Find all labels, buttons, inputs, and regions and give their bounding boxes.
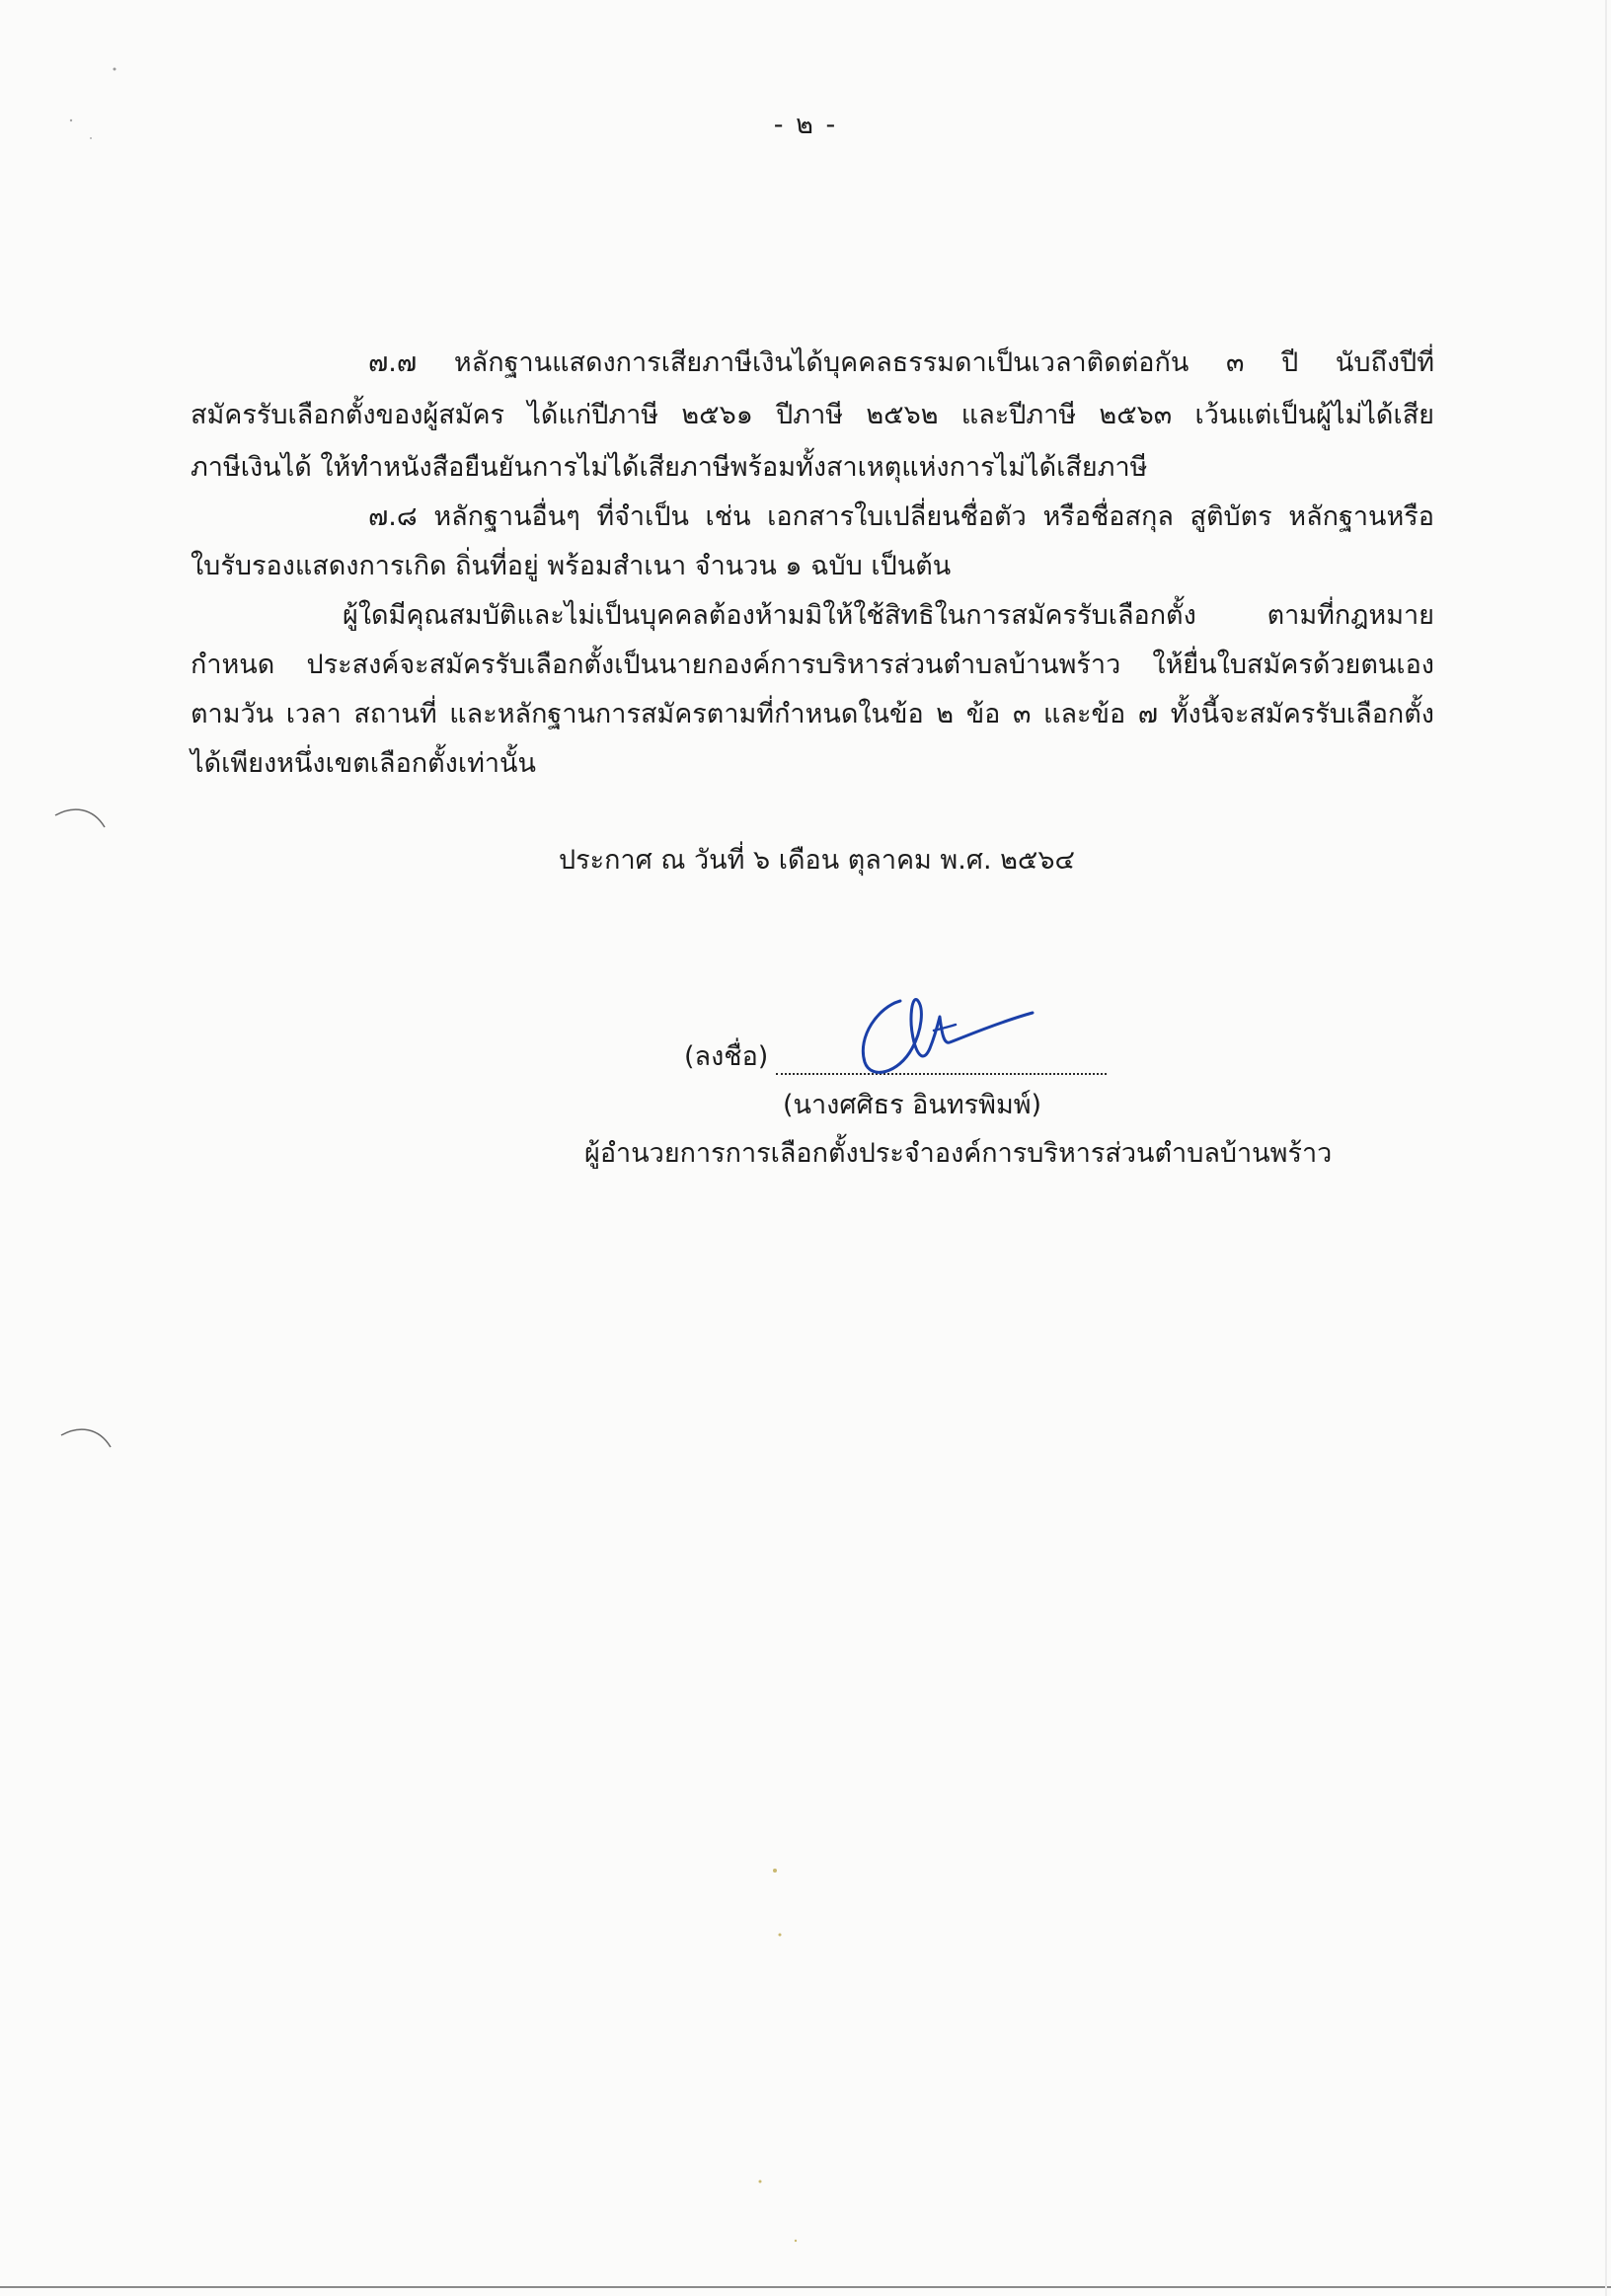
scan-right-edge	[1605, 0, 1607, 2296]
body-line-schedule: ตามวัน เวลา สถานที่ และหลักฐานการสมัครตามที่กำหนดในข้อ ๒ ข้อ ๓ และข้อ ๗ ทั้งนี้จะสมัครรับเลือกตั้ง	[191, 699, 1434, 729]
signer-title: ผู้อำนวยการการเลือกตั้งประจำองค์การบริหารส่วนตำบลบ้านพร้าว	[584, 1138, 1333, 1169]
announcement-date: ประกาศ ณ วันที่ ๖ เดือน ตุลาคม พ.ศ. ๒๕๖๔	[559, 845, 1075, 876]
signer-name: (นางศศิธร อินทรพิมพ์)	[783, 1090, 1042, 1120]
page-number: - ๒ -	[773, 110, 838, 140]
body-line-single-district: ได้เพียงหนึ่งเขตเลือกตั้งเท่านั้น	[191, 748, 536, 779]
scan-margin-mark	[59, 1421, 118, 1461]
body-line-tax-exemption: ภาษีเงินได้ ให้ทำหนังสือยืนยันการไม่ได้เสียภาษีพร้อมทั้งสาเหตุแห่งการไม่ได้เสียภาษี	[191, 452, 1148, 483]
body-line-tax-years: สมัครรับเลือกตั้งของผู้สมัคร ได้แก่ปีภาษี ๒๕๖๑ ปีภาษี ๒๕๖๒ และปีภาษี ๒๕๖๓ เว้นแต่เป็นผู้ไม่ได้เสีย	[191, 400, 1434, 430]
body-line-birth-certificate: ใบรับรองแสดงการเกิด ถิ่นที่อยู่ พร้อมสำเนา จำนวน ๑ ฉบับ เป็นต้น	[191, 551, 952, 581]
handwritten-signature	[839, 979, 1036, 1088]
body-line-qualification: ผู้ใดมีคุณสมบัติและไม่เป็นบุคคลต้องห้ามมิให้ใช้สิทธิในการสมัครรับเลือกตั้ง ตามที่กฎหมาย	[343, 600, 1434, 631]
scan-margin-mark	[53, 802, 113, 841]
scan-bottom-edge	[0, 2286, 1611, 2288]
sign-label: (ลงชื่อ)	[684, 1041, 769, 1072]
body-line-application: กำหนด ประสงค์จะสมัครรับเลือกตั้งเป็นนายกองค์การบริหารส่วนตำบลบ้านพร้าว ให้ยื่นใบสมัครด้วยตนเอง	[191, 650, 1434, 680]
body-line-7-8: ๗.๘ หลักฐานอื่นๆ ที่จำเป็น เช่น เอกสารใบเปลี่ยนชื่อตัว หรือชื่อสกุล สูติบัตร หลักฐานหรือ	[368, 501, 1434, 532]
body-line-7-7: ๗.๗ หลักฐานแสดงการเสียภาษีเงินได้บุคคลธรรมดาเป็นเวลาติดต่อกัน ๓ ปี นับถึงปีที่	[368, 347, 1434, 378]
